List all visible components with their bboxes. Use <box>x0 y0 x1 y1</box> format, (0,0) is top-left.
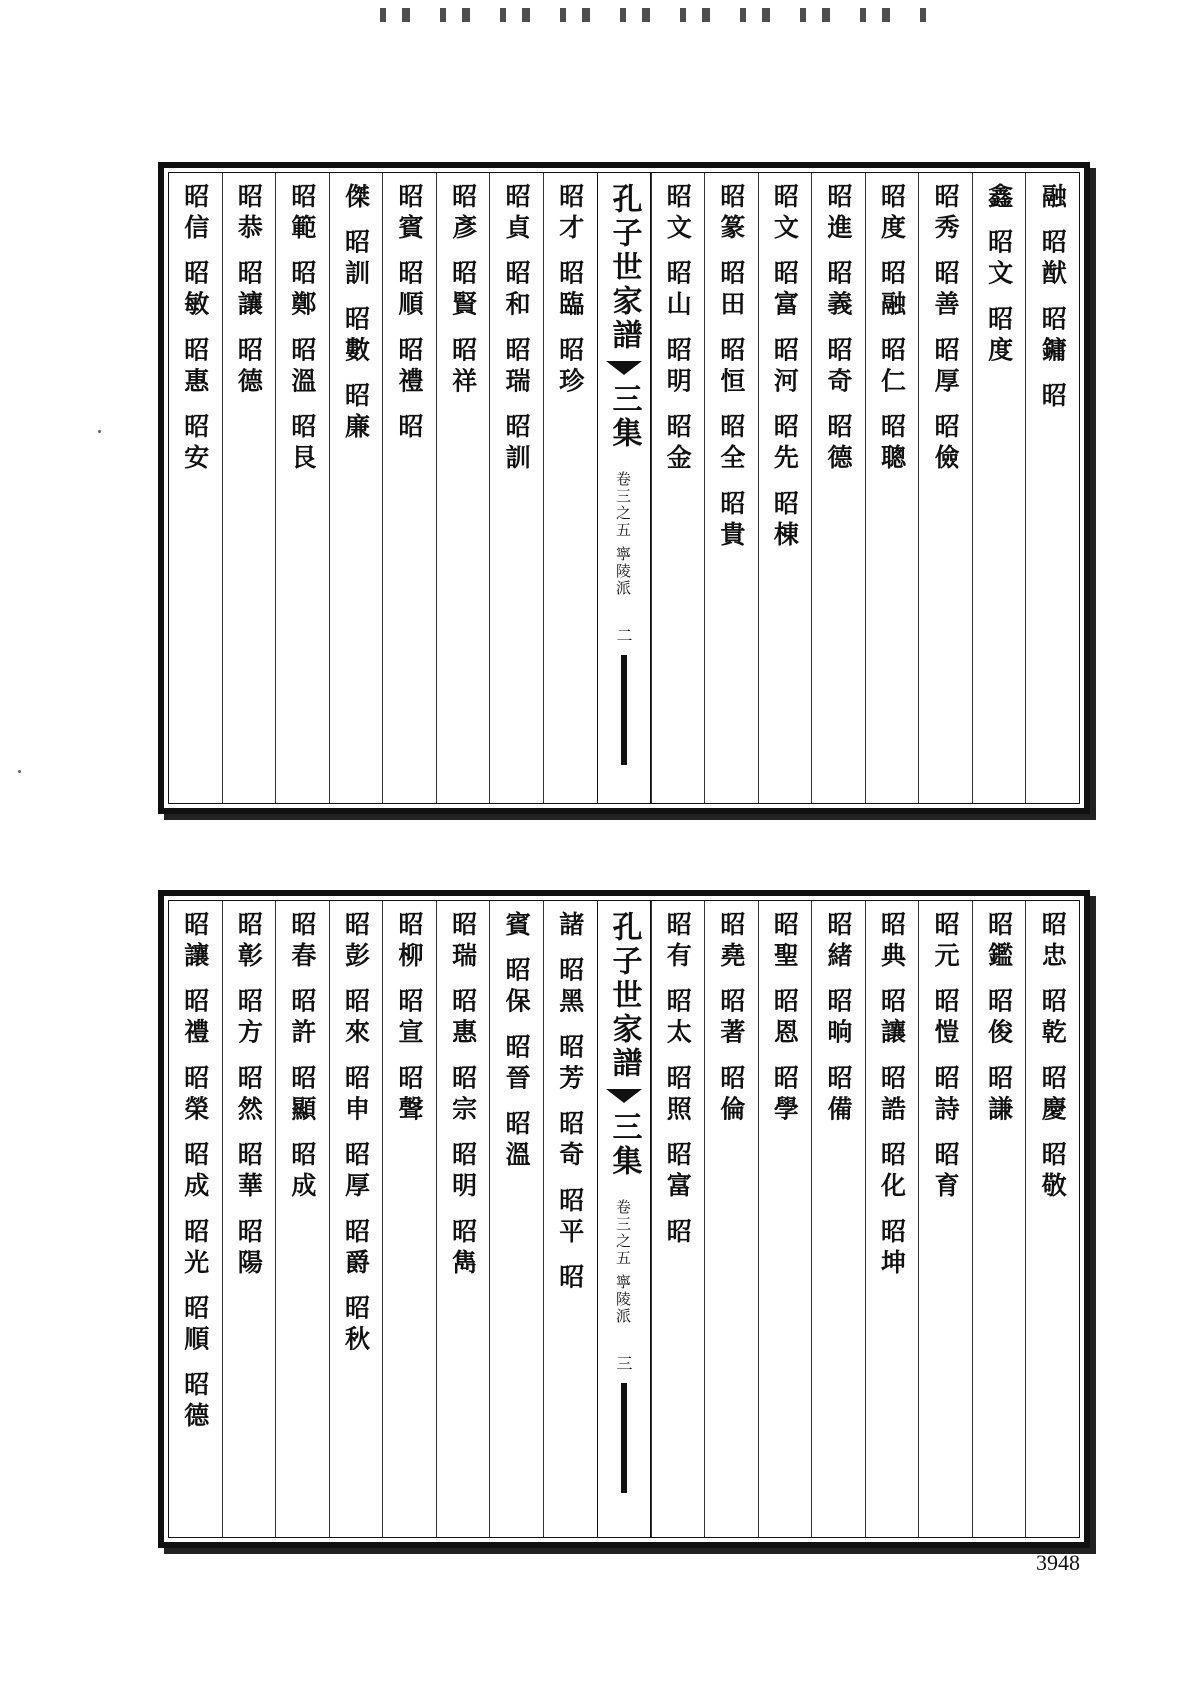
entry-column: 昭範 昭鄭 昭溫 昭艮 <box>275 173 329 803</box>
book-title: 孔子世家譜 <box>606 183 642 353</box>
fold-bar <box>621 655 627 765</box>
entry-column: 昭貞 昭和 昭瑞 昭訓 <box>489 173 543 803</box>
entry-column: 昭秀 昭善 昭厚 昭儉 <box>918 173 972 803</box>
chapter-label: 卷三之五 寧陵派 <box>614 471 632 597</box>
chapter-label: 卷三之五 寧陵派 <box>614 1199 632 1325</box>
entry-column: 傑 昭訓 昭數 昭廉 <box>329 173 383 803</box>
entry-column: 昭信 昭敏 昭惠 昭安 <box>180 183 210 476</box>
scan-speck <box>98 430 101 433</box>
entry-column: 昭忠 昭乾 昭慶 昭敬 <box>1025 901 1079 1537</box>
entry-column: 昭篆 昭田 昭恒 昭全 昭貴 <box>704 173 758 803</box>
entry-column: 諸 昭黑 昭芳 昭奇 昭平 昭 <box>543 901 597 1537</box>
center-fold-header <box>597 173 651 803</box>
entry-column: 昭彭 昭來 昭申 昭厚 昭爵 昭秋 <box>329 901 383 1537</box>
entry-column: 昭度 昭融 昭仁 昭聰 <box>865 173 919 803</box>
entry-column: 昭春 昭許 昭顯 昭成 <box>275 901 329 1537</box>
scan-artifact-strip <box>380 8 940 22</box>
entry-column: 昭讓 昭禮 昭榮 昭成 昭光 昭順 昭德 <box>180 911 210 1434</box>
entry-column: 昭堯 昭著 昭倫 <box>704 901 758 1537</box>
genealogy-page-bottom <box>158 890 1090 1548</box>
fold-bar <box>621 1383 627 1493</box>
entry-column: 昭進 昭義 昭奇 昭德 <box>811 173 865 803</box>
entry-column: 昭賓 昭順 昭禮 昭 <box>382 173 436 803</box>
entry-column: 昭瑞 昭惠 昭宗 昭明 昭雋 <box>436 901 490 1537</box>
entry-column: 昭鑑 昭俊 昭謙 <box>972 901 1026 1537</box>
center-fold-header <box>597 901 651 1537</box>
entry-column: 昭彥 昭賢 昭祥 <box>436 173 490 803</box>
entry-column: 昭元 昭愷 昭詩 昭育 <box>918 901 972 1537</box>
leaf-number: 二 <box>614 626 633 643</box>
fish-tail-mark <box>606 1089 642 1103</box>
entry-column: 融 昭猷 昭鏞 昭 <box>1025 173 1079 803</box>
entry-column: 鑫 昭文 昭度 <box>972 173 1026 803</box>
entry-column: 昭緒 昭晌 昭備 <box>811 901 865 1537</box>
entry-column: 昭彰 昭方 昭然 昭華 昭陽 <box>222 901 276 1537</box>
book-title: 孔子世家譜 <box>606 911 642 1081</box>
entry-column: 昭才 昭臨 昭珍 <box>543 173 597 803</box>
genealogy-page-top <box>158 162 1090 814</box>
fish-tail-mark <box>606 361 642 375</box>
entry-column: 昭典 昭讓 昭誥 昭化 昭坤 <box>865 901 919 1537</box>
page-columns <box>168 172 1080 804</box>
page-columns <box>168 900 1080 1538</box>
entry-column: 昭恭 昭讓 昭德 <box>222 173 276 803</box>
volume-label: 三集 <box>606 1111 642 1179</box>
entry-column: 賓 昭保 昭晉 昭溫 <box>489 901 543 1537</box>
entry-column: 昭聖 昭恩 昭學 <box>758 901 812 1537</box>
entry-column: 昭文 昭山 昭明 昭金 <box>651 173 705 803</box>
entry-column: 昭文 昭富 昭河 昭先 昭棟 <box>758 173 812 803</box>
entry-column: 昭有 昭太 昭照 昭富 昭 <box>651 901 705 1537</box>
entry-column: 昭柳 昭宣 昭聲 <box>382 901 436 1537</box>
page-number: 3948 <box>1036 1550 1080 1575</box>
leaf-number: 三 <box>614 1354 633 1371</box>
scan-speck <box>18 770 21 773</box>
volume-label: 三集 <box>606 383 642 451</box>
